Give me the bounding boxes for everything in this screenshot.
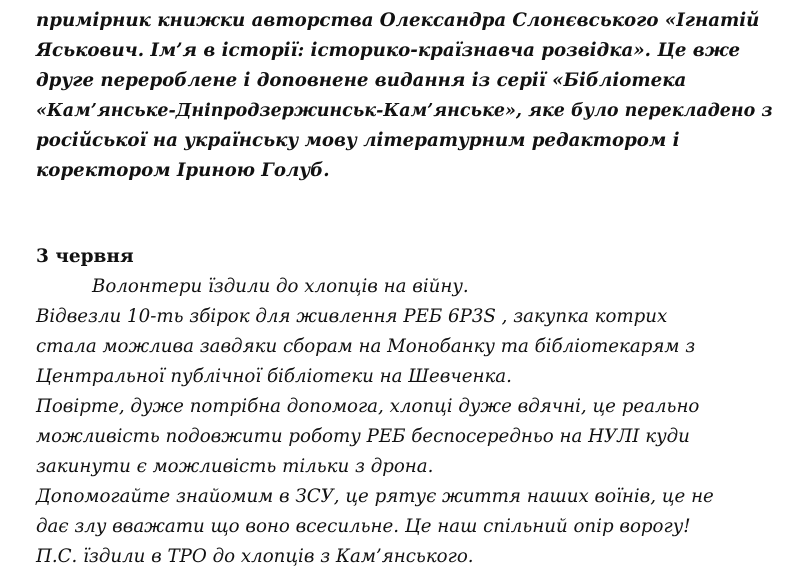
paragraph-volunteers <box>36 272 776 572</box>
text-line: можливість подовжити роботу РЕБ беспосередньо на НУЛІ куди <box>36 426 690 447</box>
document-body <box>36 6 776 572</box>
text-line: Відвезли 10-ть збірок для живлення РЕБ 6Р3S , закупка котрих <box>36 306 668 327</box>
text-line: друге перероблене і доповнене видання із серії «Бібліотека <box>36 70 687 91</box>
text-line: Яськович. Ім’я в історії: історико-країзнавча розвідка». Це вже <box>36 40 741 61</box>
text-line: стала можлива завдяки сборам на Монобанку та бібліотекарям з <box>36 336 696 357</box>
text-line: Допомогайте знайомим в ЗСУ, це рятує життя наших воїнів, це не <box>36 486 714 507</box>
text-line: Повірте, дуже потрібна допомога, хлопці дуже вдячні, це реально <box>36 396 700 417</box>
date-heading: 3 червня <box>36 246 134 267</box>
text-line: закинути є можливість тільки з дрона. <box>36 456 434 477</box>
paragraph-book-announcement <box>36 6 776 186</box>
text-line: примірник книжки авторства Олександра Слонєвського «Ігнатій <box>36 10 760 31</box>
text-line: Центральної публічної бібліотеки на Шевченка. <box>36 366 512 387</box>
text-line: П.С. їздили в ТРО до хлопців з Кам’янського. <box>36 546 474 567</box>
text-line-first: Волонтери їздили до хлопців на війну. <box>92 276 469 297</box>
text-line: «Кам’янське-Дніпродзержинськ-Кам’янське», яке було перекладено з <box>36 101 773 121</box>
text-line: російської на українську мову літературним редактором і <box>36 130 680 151</box>
text-line: коректором Іриною Голуб. <box>36 160 330 181</box>
text-line: дає злу вважати що воно всесильне. Це наш спільний опір ворогу! <box>36 516 691 537</box>
